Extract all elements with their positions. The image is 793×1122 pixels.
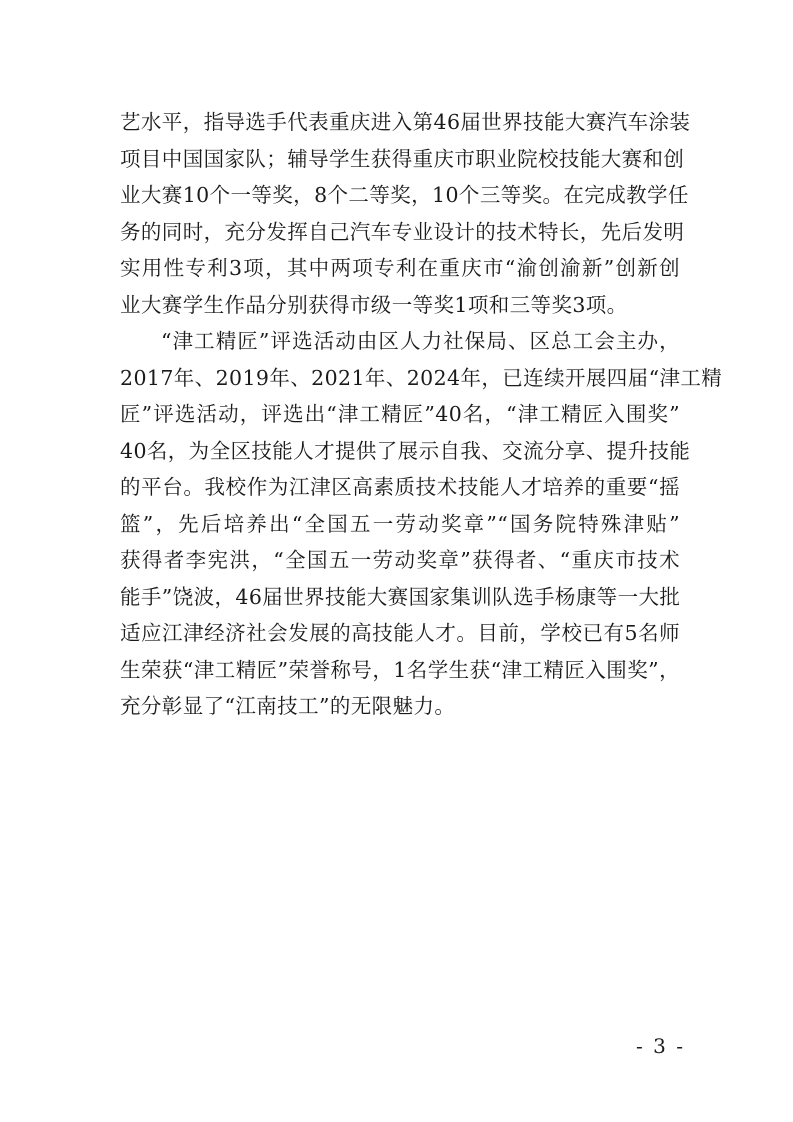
text-line: 充分彰显了“江南技工”的无限魅力。 <box>120 694 456 718</box>
text-line: 项目中国国家队；辅导学生获得重庆市职业院校技能大赛和创 <box>120 146 685 171</box>
text-line: 适应江津经济社会发展的高技能人才。目前，学校已有5名师 <box>120 621 680 645</box>
text-line: 匠”评选活动，评选出“津工精匠”40名，“津工精匠入围奖” <box>120 402 680 426</box>
paragraph-1 <box>120 104 691 323</box>
text-line: 艺水平，指导选手代表重庆进入第46届世界技能大赛汽车涂装 <box>120 110 691 134</box>
paragraph-2 <box>120 323 723 725</box>
text-line: 2017年、2019年、2021年、2024年，已连续开展四届“津工精 <box>120 365 723 390</box>
text-line: 40名，为全区技能人才提供了展示自我、交流分享、提升技能 <box>120 438 691 463</box>
body-text <box>120 104 723 725</box>
text-line: 业大赛学生作品分别获得市级一等奖1项和三等奖3项。 <box>120 292 628 317</box>
text-line: “津工精匠”评选活动由区人力社保局、区总工会主办， <box>161 329 680 353</box>
page-number: - 3 - <box>636 1034 685 1058</box>
text-line: 获得者李宪洪，“全国五一劳动奖章”获得者、“重庆市技术 <box>120 548 680 572</box>
text-line: 篮”，先后培养出“全国五一劳动奖章”“国务院特殊津贴” <box>120 511 680 536</box>
text-line: 能手”饶波，46届世界技能大赛国家集训队选手杨康等一大批 <box>120 584 681 609</box>
text-line: 实用性专利3项，其中两项专利在重庆市“渝创渝新”创新创 <box>120 256 680 280</box>
text-line: 业大赛10个一等奖，8个二等奖，10个三等奖。在完成教学任 <box>120 183 689 207</box>
text-line: 务的同时，充分发挥自己汽车专业设计的技术特长，先后发明 <box>120 219 685 244</box>
text-line: 的平台。我校作为江津区高素质技术技能人才培养的重要“摇 <box>120 475 680 499</box>
text-line: 生荣获“津工精匠”荣誉称号，1名学生获“津工精匠入围奖”， <box>120 657 680 682</box>
